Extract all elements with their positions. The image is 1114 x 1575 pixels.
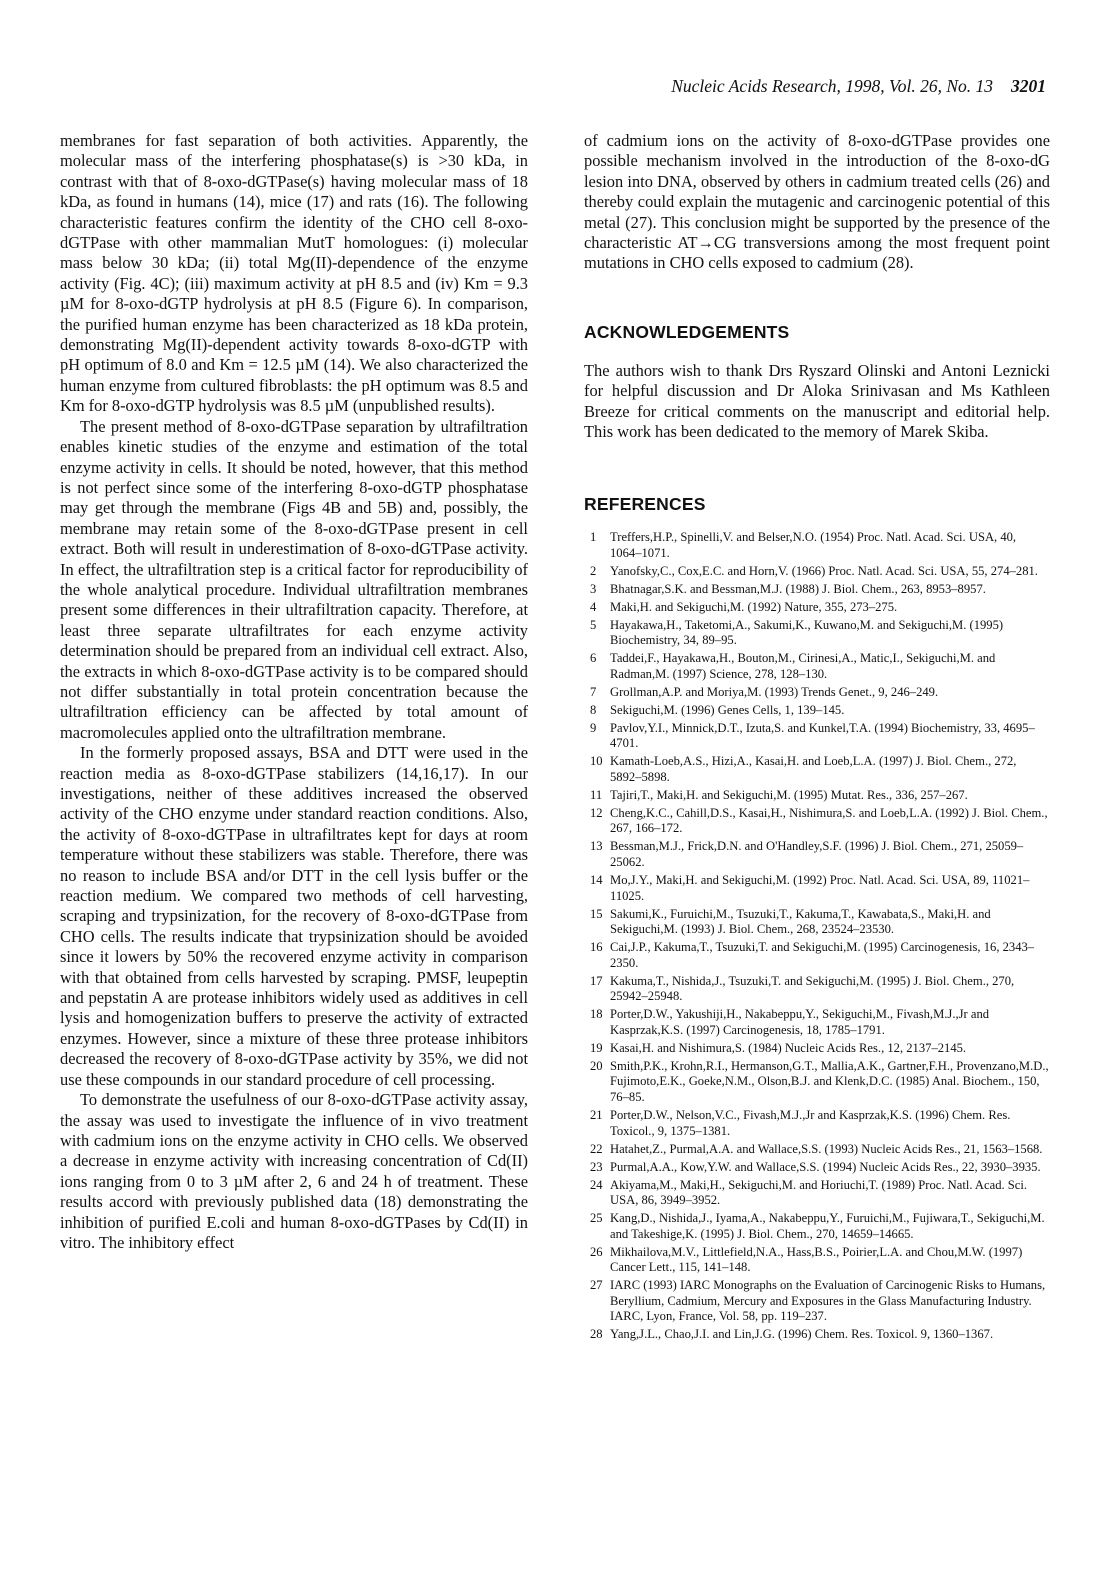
reference-number: 21: [590, 1108, 603, 1122]
acknowledgements-section: [584, 322, 1050, 443]
reference-number: 16: [590, 940, 603, 955]
reference-text: Porter,D.W., Nelson,V.C., Fivash,M.J.,Jr and Kasprzak,K.S. (1996) Chem. Res. Toxicol., 9, 1375–1381.: [610, 1108, 1011, 1138]
reference-item: [584, 703, 1050, 719]
reference-number: 26: [590, 1244, 603, 1259]
reference-item: [584, 1007, 1050, 1038]
reference-item: [584, 1160, 1050, 1176]
reference-number: 10: [590, 754, 603, 769]
reference-number: 1: [590, 530, 597, 544]
reference-item: [584, 721, 1050, 752]
reference-item: [584, 564, 1050, 580]
reference-number: 14: [590, 872, 603, 887]
reference-text: Grollman,A.P. and Moriya,M. (1993) Trends Genet., 9, 246–249.: [610, 684, 939, 699]
reference-number: 5: [590, 617, 597, 632]
reference-number: 17: [590, 973, 603, 988]
reference-text: Yanofsky,C., Cox,E.C. and Horn,V. (1966) Proc. Natl. Acad. Sci. USA, 55, 274–281.: [610, 563, 1038, 578]
reference-number: 3: [590, 581, 597, 596]
reference-text: Mo,J.Y., Maki,H. and Sekiguchi,M. (1992) Proc. Natl. Acad. Sci. USA, 89, 11021–11025.: [610, 872, 1030, 903]
page-number: 3201: [1011, 76, 1046, 96]
reference-text: IARC (1993) IARC Monographs on the Evaluation of Carcinogenic Risks to Humans, Beryllium, Cadmium, Mercury and Exposures in the Glass Manufacturing Industry. IARC, Lyon, France, Vol. 58, pp. 119–237.: [610, 1278, 1046, 1324]
reference-text: Yang,J.L., Chao,J.I. and Lin,J.G. (1996) Chem. Res. Toxicol. 9, 1360–1367.: [610, 1327, 994, 1342]
reference-number: 9: [590, 720, 597, 735]
right-column: [584, 131, 1050, 274]
reference-number: 20: [590, 1058, 603, 1073]
reference-text: Hatahet,Z., Purmal,A.A. and Wallace,S.S. (1993) Nucleic Acids Res., 21, 1563–1568.: [610, 1141, 1043, 1156]
reference-text: Purmal,A.A., Kow,Y.W. and Wallace,S.S. (1994) Nucleic Acids Res., 22, 3930–3935.: [610, 1159, 1041, 1174]
reference-item: [584, 839, 1050, 870]
reference-item: [584, 907, 1050, 938]
reference-item: [584, 600, 1050, 616]
reference-number: 6: [590, 651, 597, 666]
reference-text: Treffers,H.P., Spinelli,V. and Belser,N.O. (1954) Proc. Natl. Acad. Sci. USA, 40, 1064–1071.: [610, 530, 1017, 560]
reference-text: Cheng,K.C., Cahill,D.S., Kasai,H., Nishimura,S. and Loeb,L.A. (1992) J. Biol. Chem., 267, 166–172.: [610, 805, 1048, 836]
reference-item: [584, 1211, 1050, 1242]
reference-number: 24: [590, 1177, 603, 1192]
reference-item: [584, 1278, 1050, 1325]
reference-text: Kakuma,T., Nishida,J., Tsuzuki,T. and Sekiguchi,M. (1995) J. Biol. Chem., 270, 25942–25948.: [610, 973, 1015, 1004]
reference-number: 7: [590, 684, 597, 699]
reference-number: 15: [590, 906, 603, 921]
reference-item: [584, 1108, 1050, 1139]
reference-number: 4: [590, 599, 597, 614]
reference-text: Tajiri,T., Maki,H. and Sekiguchi,M. (1995) Mutat. Res., 336, 257–267.: [610, 787, 968, 802]
reference-number: 18: [590, 1007, 603, 1022]
reference-item: [584, 1041, 1050, 1057]
paragraph: of cadmium ions on the activity of 8-oxo-dGTPase provides one possible mechanism involved in the introduction of the 8-oxo-dG lesion into DNA, observed by others in cadmium treated cells (26) and thereby could explain the mutagenic and carcinogenic potential of this metal (27). This conclusion might be supported by the presence of the characteristic AT→CG transversions among the most frequent point mutations in CHO cells exposed to cadmium (28).: [584, 131, 1050, 273]
reference-text: Kasai,H. and Nishimura,S. (1984) Nucleic Acids Res., 12, 2137–2145.: [610, 1040, 967, 1055]
reference-item: [584, 1178, 1050, 1209]
reference-item: [584, 974, 1050, 1005]
acknowledgements-heading: ACKNOWLEDGEMENTS: [584, 322, 790, 342]
reference-number: 22: [590, 1141, 603, 1156]
reference-number: 19: [590, 1040, 603, 1055]
reference-number: 25: [590, 1211, 603, 1226]
reference-item: [584, 1245, 1050, 1276]
reference-item: [584, 1142, 1050, 1158]
reference-item: [584, 618, 1050, 649]
reference-item: [584, 685, 1050, 701]
reference-item: [584, 582, 1050, 598]
reference-text: Smith,P.K., Krohn,R.I., Hermanson,G.T., Mallia,A.K., Gartner,F.H., Provenzano,M.D., Fujimoto,E.K., Goeke,N.M., Olson,B.J. and Klenk,D.C. (1985) Anal. Biochem., 150, 76–85.: [610, 1058, 1049, 1105]
reference-number: 27: [590, 1278, 603, 1293]
reference-item: [584, 788, 1050, 804]
reference-text: Kang,D., Nishida,J., Iyama,A., Nakabeppu,Y., Furuichi,M., Fujiwara,T., Sekiguchi,M. and Takeshige,K. (1995) J. Biol. Chem., 270, 14659–14665.: [610, 1211, 1045, 1241]
reference-number: 8: [590, 702, 597, 717]
reference-item: [584, 873, 1050, 904]
reference-item: [584, 754, 1050, 785]
running-header: [584, 76, 1046, 97]
paragraph: The present method of 8-oxo-dGTPase separation by ultrafiltration enables kinetic studies of the enzyme and estimation of the total enzyme activity in cells. It should be noted, however, that this method is not perfect since some of the interfering 8-oxo-dGTP phosphatase may get through the membrane (Figs 4B and 5B) and, possibly, the membrane may retain some of the 8-oxo-dGTPase present in cell extract. Both will result in underestimation of 8-oxo-dGTPase activity. In effect, the ultrafiltration step is a critical factor for reproducibility of the whole analytical procedure. Individual ultrafiltration membranes present some differences in their ultrafiltration capacity. Therefore, at least three separate ultrafiltrates for each enzyme activity determination should be prepared from an individual cell extract. Also, the extracts in which 8-oxo-dGTPase activity is to be compared should not differ substantially in total protein concentration because the ultrafiltration efficiency can be affected by total amount of macromolecules applied onto the ultrafiltration membrane.: [60, 416, 528, 742]
reference-number: 2: [590, 563, 597, 578]
reference-text: Maki,H. and Sekiguchi,M. (1992) Nature, 355, 273–275.: [610, 599, 898, 614]
paragraph: In the formerly proposed assays, BSA and DTT were used in the reaction media as 8-oxo-dGTPase stabilizers (14,16,17). In our investigations, neither of these additives increased the observed activity of the CHO enzyme under standard reaction conditions. Also, the activity of 8-oxo-dGTPase in ultrafiltrates kept for days at room temperature without these stabilizers was stable. Therefore, there was no reason to include BSA and/or DTT in the cell lysis buffer or the reaction medium. We compared two methods of cell harvesting, scraping and trypsinization, for the recovery of 8-oxo-dGTPase from CHO cells. The results indicate that trypsinization should be avoided since it lowers by 50% the recovered enzyme activity in comparison with that obtained from cells harvested by scraping. PMSF, leupeptin and pepstatin A are protease inhibitors widely used as additives in cell lysis and homogenization buffers to preserve the activity of extracted enzymes. However, since a mixture of these three protease inhibitors decreased the recovery of 8-oxo-dGTPase activity by 35%, we did not use these compounds in our standard procedure of cell processing.: [60, 743, 528, 1089]
reference-item: [584, 940, 1050, 971]
reference-text: Hayakawa,H., Taketomi,A., Sakumi,K., Kuwano,M. and Sekiguchi,M. (1995) Biochemistry, 34, 89–95.: [610, 617, 1004, 648]
reference-number: 11: [590, 787, 603, 802]
reference-text: Bessman,M.J., Frick,D.N. and O'Handley,S.F. (1996) J. Biol. Chem., 271, 25059–25062.: [610, 839, 1024, 869]
reference-item: [584, 1059, 1050, 1106]
reference-number: 23: [590, 1159, 603, 1174]
left-column: [60, 131, 528, 1253]
paragraph: To demonstrate the usefulness of our 8-oxo-dGTPase activity assay, the assay was used to investigate the influence of in vivo treatment with cadmium ions on the enzyme activity in CHO cells. We observed a decrease in enzyme activity with increasing concentration of Cd(II) ions ranging from 0 to 3 µM after 2, 6 and 24 h of treatment. These results accord with previously published data (18) demonstrating the inhibition of purified E.coli and human 8-oxo-dGTPases by Cd(II) in vitro. The inhibitory effect: [60, 1090, 528, 1252]
references-heading: REFERENCES: [584, 494, 706, 514]
paragraph: membranes for fast separation of both activities. Apparently, the molecular mass of the interfering phosphatase(s) is >30 kDa, in contrast with that of 8-oxo-dGTPase(s) having molecular mass of 18 kDa, as found in humans (14), mice (17) and rats (16). The following characteristic features confirm the identity of the CHO cell 8-oxo-dGTPase with other mammalian MutT homologues: (i) molecular mass below 30 kDa; (ii) total Mg(II)-dependence of the enzyme activity (Fig. 4C); (iii) maximum activity at pH 8.5 and (iv) Km = 9.3 µM for 8-oxo-dGTP hydrolysis at pH 8.5 (Figure 6). In comparison, the purified human enzyme has been characterized as 18 kDa protein, demonstrating Mg(II)-dependent activity towards 8-oxo-dGTP with pH optimum of 8.0 and Km = 12.5 µM (14). We also characterized the human enzyme from cultured fibroblasts: the pH optimum was 8.5 and Km for 8-oxo-dGTP hydrolysis was 8.5 µM (unpublished results).: [60, 131, 528, 416]
references-list: [584, 530, 1050, 1345]
acknowledgements-text: The authors wish to thank Drs Ryszard Olinski and Antoni Leznicki for helpful discussion and Dr Aloka Srinivasan and Ms Kathleen Breeze for critical comments on the manuscript and editorial help. This work has been dedicated to the memory of Marek Skiba.: [584, 361, 1050, 442]
reference-text: Porter,D.W., Yakushiji,H., Nakabeppu,Y., Sekiguchi,M., Fivash,M.J.,Jr and Kasprzak,K.S. (1997) Carcinogenesis, 18, 1785–1791.: [610, 1007, 990, 1037]
reference-text: Bhatnagar,S.K. and Bessman,M.J. (1988) J. Biol. Chem., 263, 8953–8957.: [610, 581, 986, 596]
reference-text: Kamath-Loeb,A.S., Hizi,A., Kasai,H. and Loeb,L.A. (1997) J. Biol. Chem., 272, 5892–5898.: [610, 754, 1017, 784]
reference-text: Sakumi,K., Furuichi,M., Tsuzuki,T., Kakuma,T., Kawabata,S., Maki,H. and Sekiguchi,M. (1993) J. Biol. Chem., 268, 23524–23530.: [610, 906, 991, 937]
reference-item: [584, 1327, 1050, 1343]
reference-item: [584, 651, 1050, 682]
reference-text: Akiyama,M., Maki,H., Sekiguchi,M. and Horiuchi,T. (1989) Proc. Natl. Acad. Sci. USA, 86, 3949–3952.: [610, 1177, 1028, 1208]
journal-citation: Nucleic Acids Research, 1998, Vol. 26, No. 13: [671, 76, 993, 96]
reference-item: [584, 806, 1050, 837]
reference-text: Mikhailova,M.V., Littlefield,N.A., Hass,B.S., Poirier,L.A. and Chou,M.W. (1997) Cancer Lett., 115, 141–148.: [610, 1244, 1023, 1275]
reference-item: [584, 530, 1050, 561]
reference-text: Pavlov,Y.I., Minnick,D.T., Izuta,S. and Kunkel,T.A. (1994) Biochemistry, 33, 4695–4701.: [610, 720, 1035, 751]
reference-text: Cai,J.P., Kakuma,T., Tsuzuki,T. and Sekiguchi,M. (1995) Carcinogenesis, 16, 2343–2350.: [610, 940, 1035, 970]
reference-number: 28: [590, 1327, 603, 1342]
reference-text: Taddei,F., Hayakawa,H., Bouton,M., Cirinesi,A., Matic,I., Sekiguchi,M. and Radman,M. (1997) Science, 278, 128–130.: [610, 651, 996, 681]
reference-text: Sekiguchi,M. (1996) Genes Cells, 1, 139–145.: [610, 702, 845, 717]
reference-number: 13: [590, 839, 603, 854]
reference-number: 12: [590, 805, 603, 820]
